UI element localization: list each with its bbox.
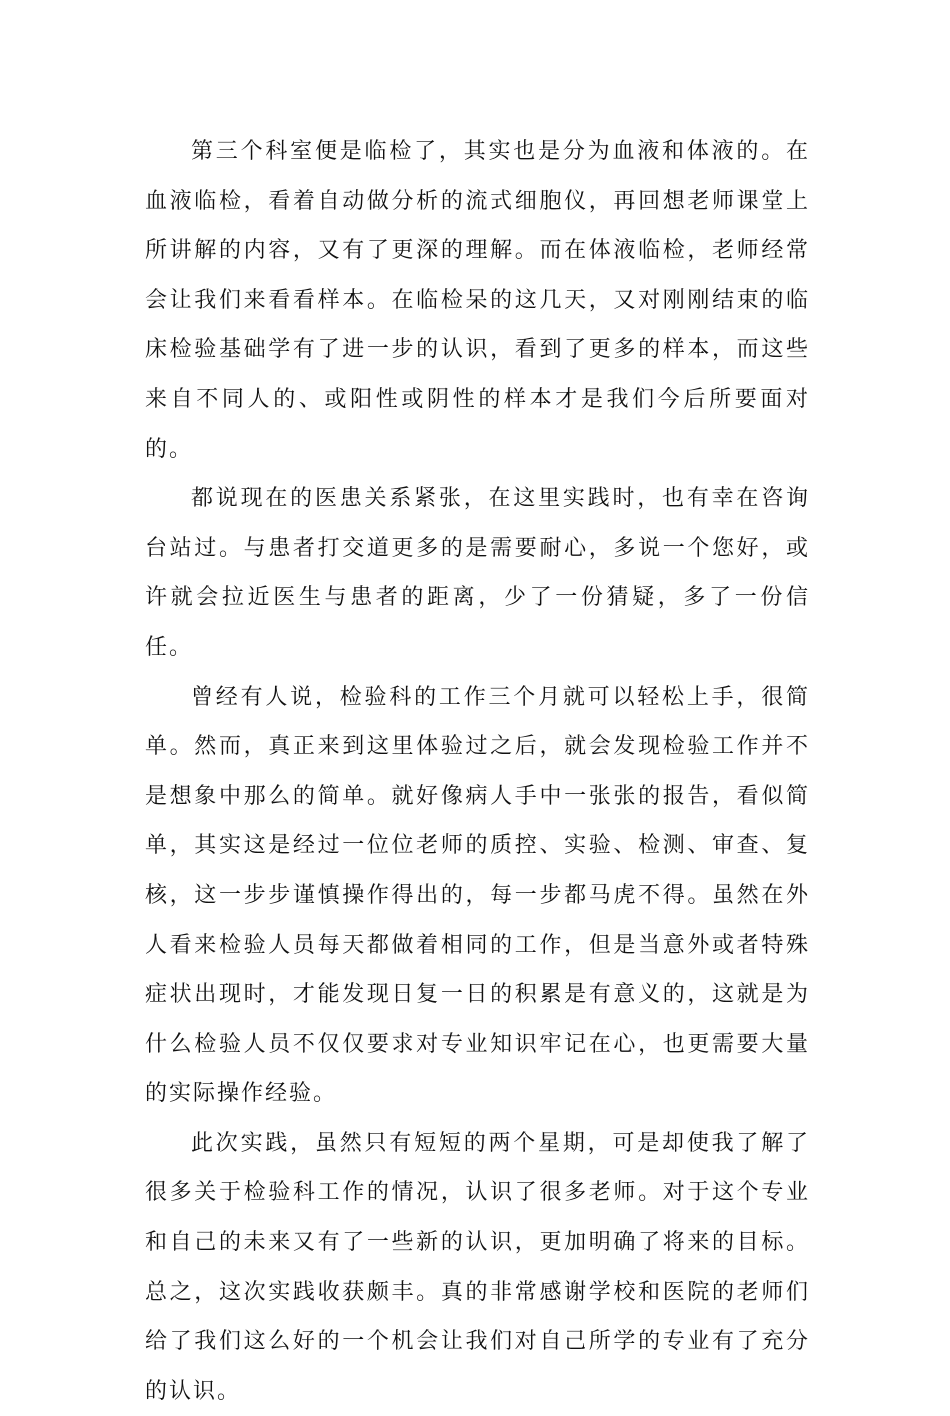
document-body bbox=[145, 127, 810, 1416]
paragraph-conclusion: 此次实践，虽然只有短短的两个星期，可是却使我了解了很多关于检验科工作的情况，认识了很多老师。对于这个专业和自己的未来又有了一些新的认识，更加明确了将来的目标。总之，这次实践收获颇丰。真的非常感谢学校和医院的老师们给了我们这么好的一个机会让我们对自己所学的专业有了充分的认识。 bbox=[145, 1130, 810, 1404]
paragraph-lab-work: 曾经有人说，检验科的工作三个月就可以轻松上手，很简单。然而，真正来到这里体验过之后，就会发现检验工作并不是想象中那么的简单。就好像病人手中一张张的报告，看似简单，其实这是经过一位位老师的质控、实验、检测、审查、复核，这一步步谨慎操作得出的，每一步都马虎不得。虽然在外人看来检验人员每天都做着相同的工作，但是当意外或者特殊症状出现时，才能发现日复一日的积累是有意义的，这就是为什么检验人员不仅仅要求对专业知识牢记在心，也更需要大量的实际操作经验。 bbox=[145, 684, 810, 1107]
paragraph-clinical-lab: 第三个科室便是临检了，其实也是分为血液和体液的。在血液临检，看着自动做分析的流式细胞仪，再回想老师课堂上所讲解的内容，又有了更深的理解。而在体液临检，老师经常会让我们来看看样本。在临检呆的这几天，又对刚刚结束的临床检验基础学有了进一步的认识，看到了更多的样本，而这些来自不同人的、或阳性或阴性的样本才是我们今后所要面对的。 bbox=[145, 139, 810, 462]
paragraph-doctor-patient: 都说现在的医患关系紧张，在这里实践时，也有幸在咨询台站过。与患者打交道更多的是需要耐心，多说一个您好，或许就会拉近医生与患者的距离，少了一份猜疑，多了一份信任。 bbox=[145, 486, 810, 660]
